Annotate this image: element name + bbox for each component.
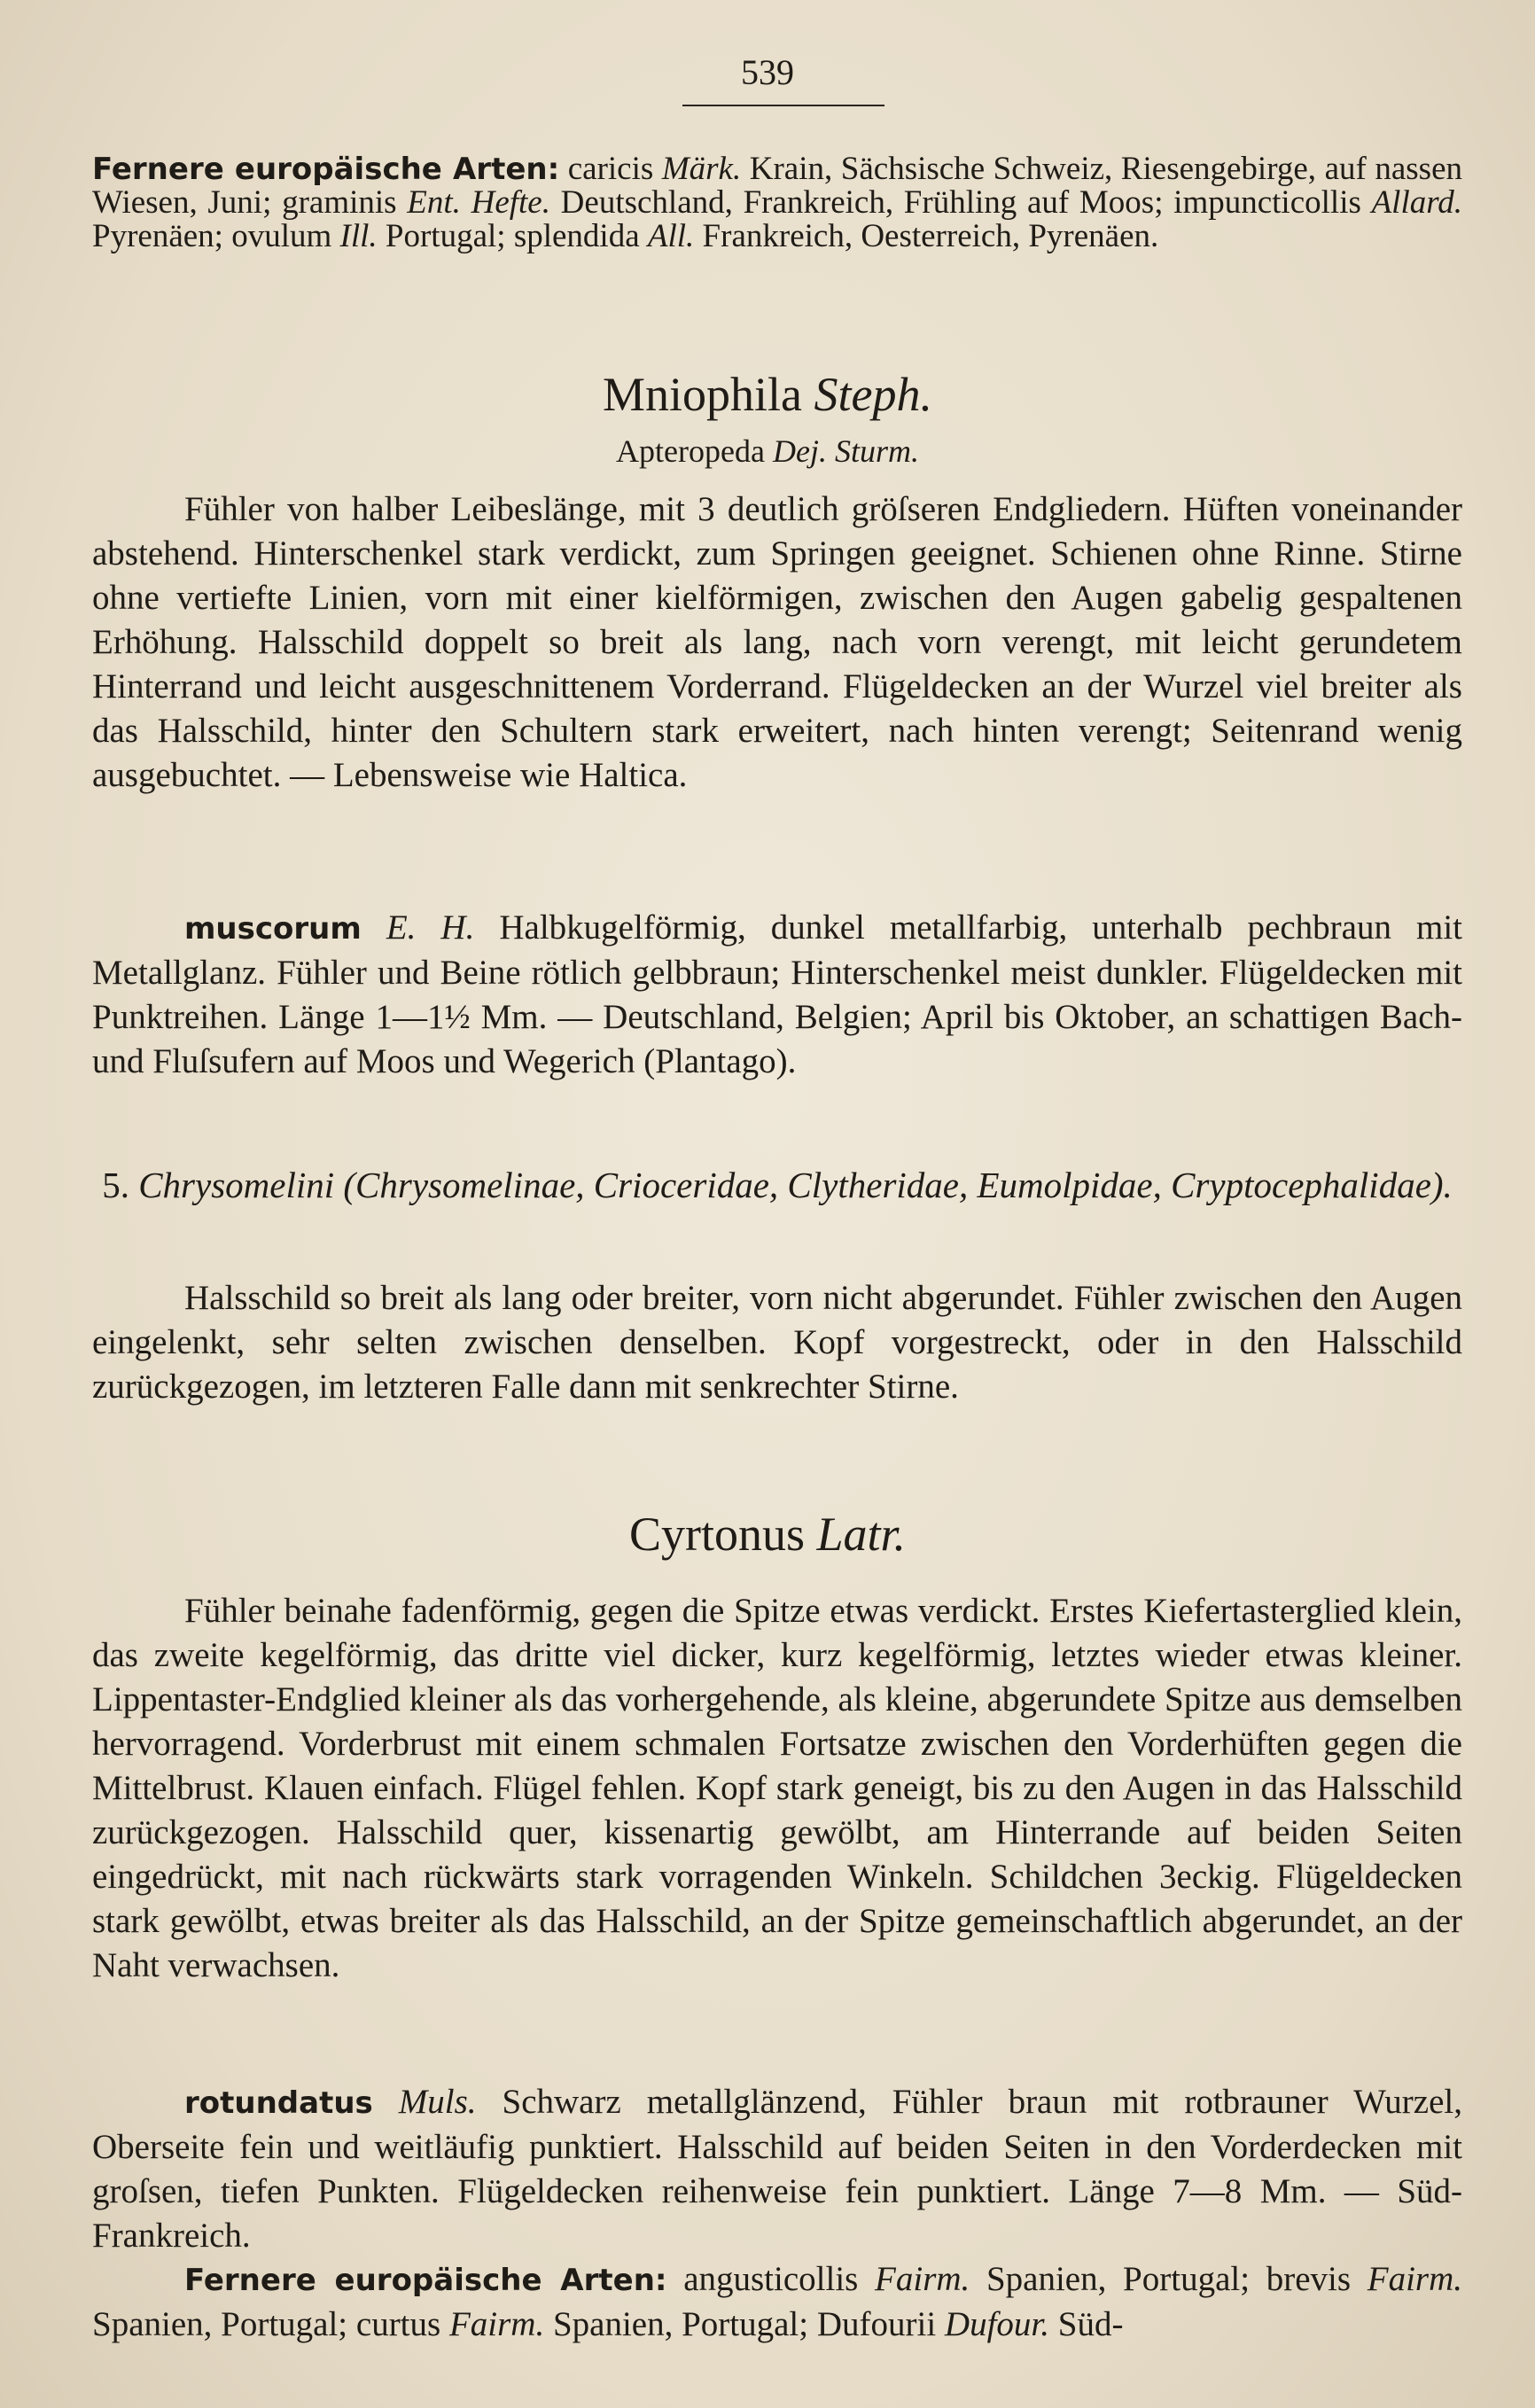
section-number: 5. xyxy=(102,1165,129,1205)
species-text: Halbkugelförmig, dunkel metallfarbig, unterhalb pechbraun mit Metallglanz. Fühler und Beine rötlich gelbbraun; Hinterschenkel meist dunkler. Flügeldecken mit Punktreihen. Länge 1—1½ Mm. — Deutschland, Belgien; April bis Oktober, an schattigen Bach- und Fluſsufern auf Moos und Wegerich (Plantago). xyxy=(92,908,1463,1080)
species-name: muscorum xyxy=(184,911,362,947)
author-abbrev: Fairm. xyxy=(1367,2260,1462,2298)
synonym-name: Apteropeda xyxy=(616,433,765,469)
genus-name: Mniophila xyxy=(603,368,802,421)
author-abbrev: All. xyxy=(647,218,695,254)
genus-heading-cyrtonus xyxy=(0,1507,1535,1562)
synonym-authors: Dej. Sturm. xyxy=(772,433,919,469)
text-run: Süd- xyxy=(1049,2305,1124,2343)
author-abbrev: Ent. Hefte. xyxy=(407,184,550,221)
text-run: Pyrenäen; ovulum xyxy=(92,218,340,254)
species-author: Muls. xyxy=(398,2083,477,2121)
page-number-rule xyxy=(682,105,884,106)
section-title: Chrysomelini (Chrysomelinae, Crioceridae, Clytheridae, Eumolpidae, Cryptocephalidae). xyxy=(138,1165,1453,1205)
genus-description-cyrtonus: Fühler beinahe fadenförmig, gegen die Spitze etwas verdickt. Erstes Kiefertasterglied klein, das zweite kegelförmig, das dritte viel dicker, kurz kegelförmig, letztes wieder etwas kleiner. Lippentaster-Endglied kleiner als das vorhergehende, als kleine, abgerundete Spitze aus demselben hervorragend. Vorderbrust mit einem schmalen Fortsatze zwischen den Vorderhüften gegen die Mittelbrust. Klauen einfach. Flügel fehlen. Kopf stark geneigt, bis zu den Augen in das Halsschild zurückgezogen. Halsschild quer, kissenartig gewölbt, am Hinterrande auf beiden Seiten eingedrückt, mit nach rückwärts stark vorragenden Winkeln. Schildchen 3eckig. Flügeldecken stark gewölbt, etwas breiter als das Halsschild, an der Spitze gemeinschaftlich abgerundet, an der Naht verwachsen. xyxy=(92,1592,1462,1984)
author-abbrev: Fairm. xyxy=(875,2260,970,2298)
author-abbrev: Allard. xyxy=(1371,184,1463,221)
text-run: Spanien, Portugal; Dufourii xyxy=(544,2305,945,2343)
genus-name: Cyrtonus xyxy=(628,1508,805,1561)
genus-heading-mniophila xyxy=(0,367,1535,422)
text-run: Portugal; splendida xyxy=(377,218,648,254)
section-heading xyxy=(92,1163,1462,1207)
genus-author: Latr. xyxy=(816,1508,907,1561)
author-abbrev: Dufour. xyxy=(944,2305,1050,2343)
text-run: Frankreich, Oesterreich, Pyrenäen. xyxy=(694,218,1159,254)
species-paragraph-rotundatus xyxy=(92,2080,1462,2258)
text-run: angusticollis xyxy=(666,2260,876,2298)
text-run: Krain, Sächsische Schweiz, Riesengebirge, auf nassen Wiesen, Juni; graminis xyxy=(92,151,1462,221)
species-name: rotundatus xyxy=(184,2085,373,2121)
text-run: caricis xyxy=(559,151,662,187)
species-author: E. H. xyxy=(386,908,475,947)
page-number: 539 xyxy=(741,52,794,92)
genus-description-mniophila: Fühler von halber Leibeslänge, mit 3 deutlich gröſseren Endgliedern. Hüften voneinander abstehend. Hinterschenkel stark verdickt, zum Springen geeignet. Schienen ohne Rinne. Stirne ohne vertiefte Linien, vorn mit einer kielförmigen, zwischen den Augen gabelig gespaltenen Erhöhung. Halsschild doppelt so breit als lang, nach vorn verengt, mit leicht gerundetem Hinterrand und leicht ausgeschnittenem Vorderrand. Flügeldecken an der Wurzel viel breiter als das Halsschild, hinter den Schultern stark erweitert, nach hinten verengt; Seitenrand wenig ausgebuchtet. — Lebensweise wie Haltica. xyxy=(92,490,1462,794)
further-species-paragraph xyxy=(92,2257,1462,2347)
text-run: Deutschland, Frankreich, Frühling auf Moos; impuncticollis xyxy=(549,184,1372,221)
genus-author: Steph. xyxy=(814,368,932,421)
text-run: Spanien, Portugal; curtus xyxy=(92,2305,449,2343)
author-abbrev: Ill. xyxy=(339,218,378,254)
species-text: Schwarz metallglänzend, Fühler braun mit rotbrauner Wurzel, Oberseite fein und weitläufig punktiert. Halsschild auf beiden Seiten in den Vorderdecken mit groſsen, tiefen Punkten. Flügeldecken reihenweise fein punktiert. Länge 7—8 Mm. — Süd-Frankreich. xyxy=(92,2083,1463,2255)
further-species-label: Fernere europäische Arten: xyxy=(184,2263,667,2298)
intro-label: Fernere europäische Arten: xyxy=(92,152,560,187)
author-abbrev: Märk. xyxy=(661,151,742,187)
author-abbrev: Fairm. xyxy=(448,2305,545,2343)
genus-synonym-line xyxy=(0,433,1535,470)
text-run: Spanien, Portugal; brevis xyxy=(970,2260,1367,2298)
intro-paragraph xyxy=(92,152,1462,253)
species-paragraph-muscorum xyxy=(92,906,1462,1084)
section-description: Halsschild so breit als lang oder breiter, vorn nicht abgerundet. Fühler zwischen den Augen eingelenkt, sehr selten zwischen denselben. Kopf vorgestreckt, oder in den Halsschild zurückgezogen, im letzteren Falle dann mit senkrechter Stirne. xyxy=(92,1279,1462,1406)
